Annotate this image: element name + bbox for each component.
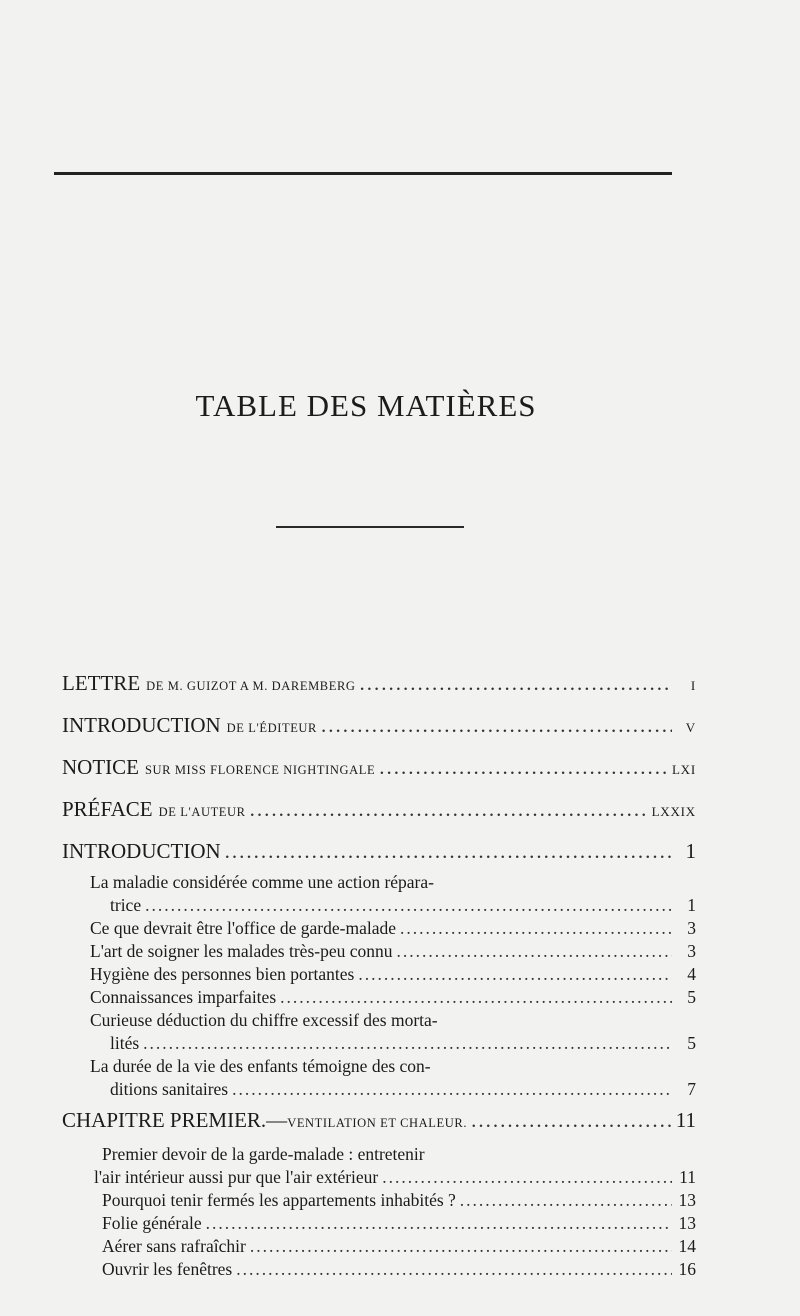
dot-leader [145,894,672,917]
toc-entry-preface [62,790,696,832]
item-text: Aérer sans rafraîchir [102,1236,246,1256]
item-text: L'art de soigner les malades très-peu connu [90,941,393,961]
entry-head: LETTRE [62,671,141,695]
entry-head: INTRODUCTION [62,839,221,863]
item-text-line: Curieuse déduction du chiffre excessif des morta- [90,1010,438,1030]
item-text-line: La maladie considérée comme une action répara- [90,872,434,892]
list-item [62,1258,696,1281]
entry-head: PRÉFACE [62,797,153,821]
dot-leader [250,790,648,829]
page-number: LXXIX [651,804,696,819]
list-item [62,871,696,917]
dot-leader [206,1212,672,1235]
dot-leader [471,1101,672,1140]
dot-leader [400,917,672,940]
page-number: 11 [675,1108,696,1132]
page-number: 1 [685,839,696,863]
page-number: 13 [678,1213,696,1233]
page-number: I [690,678,696,693]
page-number: 13 [678,1190,696,1210]
page-number: 4 [687,964,696,984]
list-item [62,1143,696,1189]
dot-leader [232,1078,672,1101]
item-text-continued: l'air intérieur aussi pur que l'air extérieur [94,1167,379,1187]
page-number: 7 [687,1079,696,1099]
dot-leader [379,748,668,787]
item-text: Folie générale [102,1213,202,1233]
entry-subtitle: VENTILATION ET CHALEUR. [287,1116,468,1130]
page-number: 3 [687,918,696,938]
list-item [62,1212,696,1235]
header-rule [54,172,672,175]
entry-head: NOTICE [62,755,139,779]
page-number: 16 [678,1259,696,1279]
entry-subtitle: DE L'ÉDITEUR [226,721,317,735]
entry-subtitle: DE L'AUTEUR [158,805,246,819]
list-item [62,1055,696,1101]
item-text: Ce que devrait être l'office de garde-malade [90,918,397,938]
page-number: LXI [671,762,696,777]
list-item [62,986,696,1009]
list-item [62,1189,696,1212]
toc-entry-chapitre-premier [62,1101,696,1143]
list-item [62,917,696,940]
page-number: 5 [687,987,696,1007]
title-rule [276,526,464,528]
page-number: V [685,720,696,735]
item-text-continued: trice [110,895,142,915]
page-number: 14 [678,1236,696,1256]
item-text: Ouvrir les fenêtres [102,1259,233,1279]
item-text: Pourquoi tenir fermés les appartements inhabités ? [102,1190,456,1210]
dot-leader [321,706,672,745]
dot-leader [382,1166,672,1189]
list-item [62,940,696,963]
dot-leader [460,1189,672,1212]
list-item [62,963,696,986]
item-text-line: La durée de la vie des enfants témoigne des con- [90,1056,431,1076]
page-number: 1 [687,895,696,915]
dot-leader [360,664,672,703]
item-text-continued: lités [110,1033,140,1053]
item-text-continued: ditions sanitaires [110,1079,229,1099]
item-text-line: Premier devoir de la garde-malade : entretenir [102,1144,425,1164]
table-of-contents [62,664,696,1281]
dot-leader [143,1032,672,1055]
toc-entry-notice [62,748,696,790]
item-text: Connaissances imparfaites [90,987,277,1007]
dot-leader [236,1258,672,1281]
page-number: 11 [679,1167,696,1187]
entry-subtitle: DE M. GUIZOT A M. DAREMBERG [146,679,356,693]
entry-head: CHAPITRE PREMIER.— [62,1108,288,1132]
toc-entry-lettre [62,664,696,706]
page-number: 5 [687,1033,696,1053]
dot-leader [250,1235,672,1258]
page-title: TABLE DES MATIÈRES [195,388,537,423]
list-item [62,1235,696,1258]
dot-leader [225,832,672,871]
list-item [62,1009,696,1055]
entry-head: INTRODUCTION [62,713,221,737]
dot-leader [280,986,672,1009]
entry-subtitle: SUR MISS FLORENCE NIGHTINGALE [145,763,376,777]
item-text: Hygiène des personnes bien portantes [90,964,355,984]
dot-leader [358,963,672,986]
page-number: 3 [687,941,696,961]
dot-leader [397,940,673,963]
toc-entry-introduction [62,832,696,871]
toc-entry-introduction-editeur [62,706,696,748]
